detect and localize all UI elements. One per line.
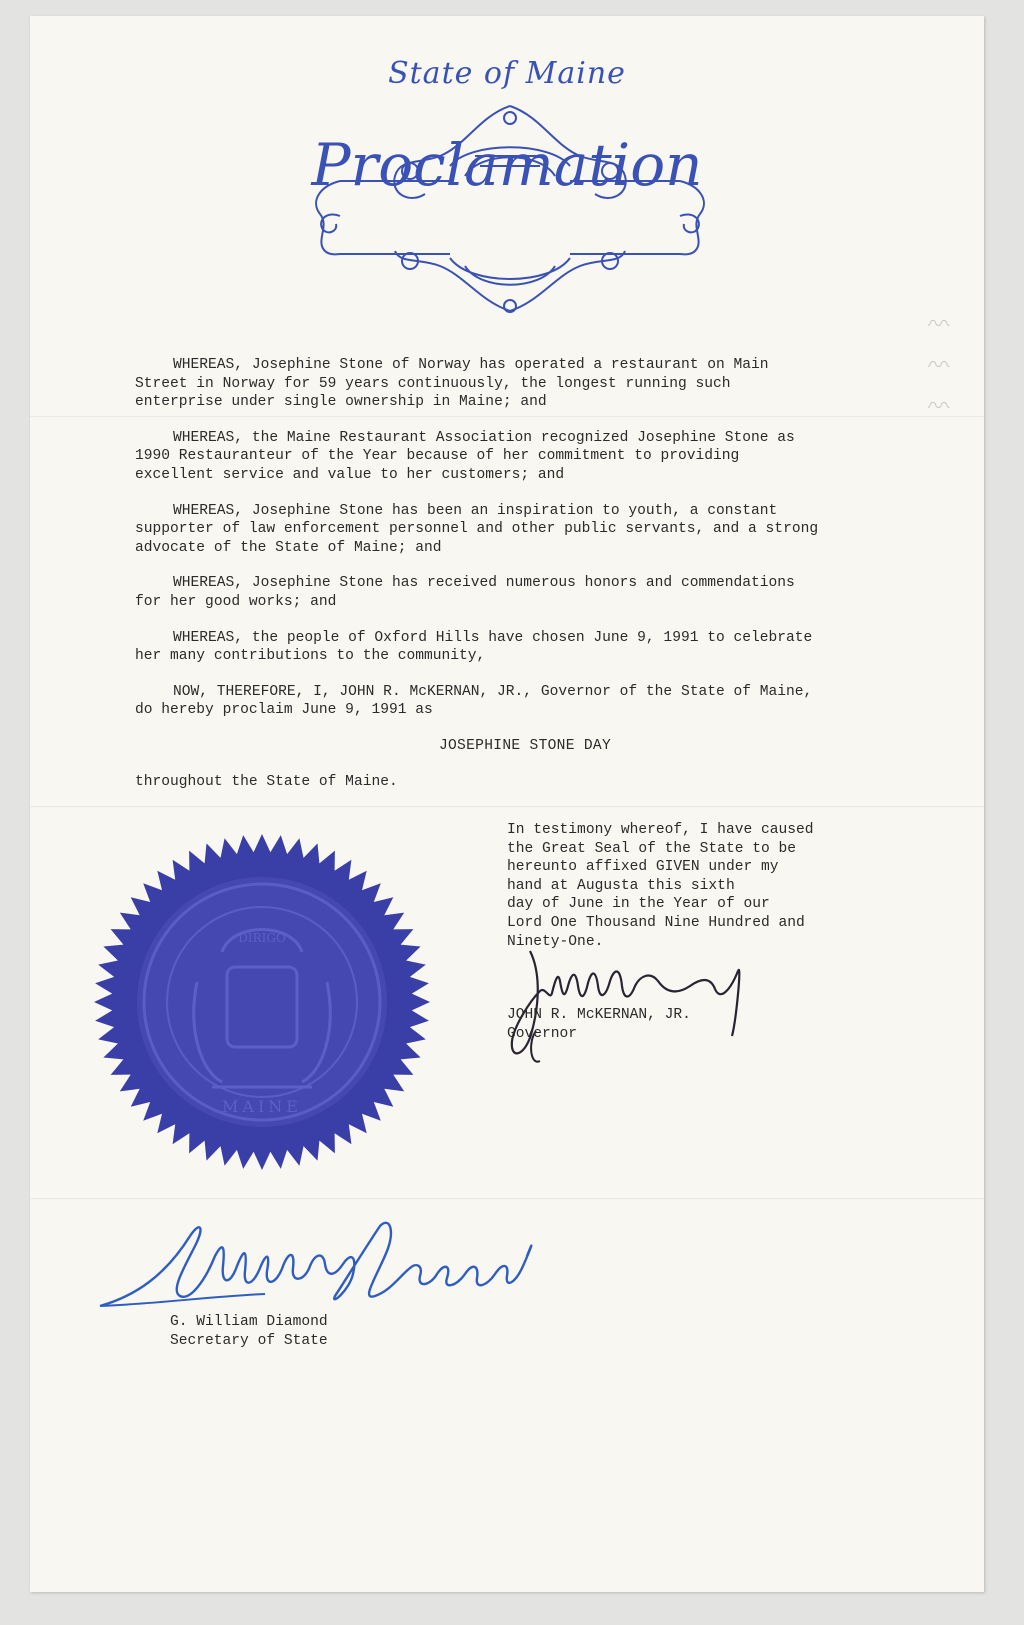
proclamation-title: Proclamation [311, 131, 703, 199]
proclamation-body [135, 356, 915, 791]
secretary-name: G. William Diamond [170, 1314, 328, 1330]
whereas-paragraph: WHEREAS, the people of Oxford Hills have chosen June 9, 1991 to celebrate her many contributions to the community, [135, 629, 813, 665]
therefore-paragraph: NOW, THEREFORE, I, JOHN R. McKERNAN, JR., Governor of the State of Maine, do hereby proclaim June 9, 1991 as [135, 683, 813, 719]
governor-title: Governor [507, 1025, 578, 1042]
day-title: JOSEPHINE STONE DAY [438, 737, 612, 754]
state-title: State of Maine [388, 56, 626, 91]
governor-name: JOHN R. McKERNAN, JR. [507, 1007, 691, 1023]
state-seal [92, 832, 432, 1172]
proclamation-ornament [300, 86, 720, 326]
seal-motto: DIRIGO [238, 931, 286, 945]
fold-line [30, 806, 984, 808]
secretary-title: Secretary of State [170, 1332, 328, 1349]
closing-line: throughout the State of Maine. [135, 773, 398, 790]
secretary-signature-block [170, 1313, 328, 1350]
secretary-signature [95, 1196, 565, 1336]
whereas-paragraph: WHEREAS, Josephine Stone of Norway has operated a restaurant on Main Street in Norway for 59 years continuously, the longest running such enterprise under single ownership in Maine; and [135, 357, 769, 411]
proclamation-document [30, 16, 984, 1592]
whereas-paragraph: WHEREAS, Josephine Stone has received numerous honors and commendations for her good works; and [135, 575, 795, 610]
margin-pencil-marks: 〰 〰 〰 [928, 306, 953, 416]
seal-state-name: MAINE [222, 1097, 302, 1116]
governor-signature-block [507, 1006, 691, 1043]
whereas-paragraph: WHEREAS, the Maine Restaurant Association recognized Josephine Stone as 1990 Restauranteur of the Year because of her commitment to providing excellent service and value to her customers; and [135, 429, 795, 483]
whereas-paragraph: WHEREAS, Josephine Stone has been an inspiration to youth, a constant supporter of law enforcement personnel and other public servants, and a strong advocate of the State of Maine; and [135, 502, 819, 556]
testimony-clause: In testimony whereof, I have caused the Great Seal of the State to be hereunto affixed GIVEN under my hand at Augusta this sixth day of June in the Year of our Lord One Thousand Nine Hundred and Ninety-One. [507, 822, 814, 950]
